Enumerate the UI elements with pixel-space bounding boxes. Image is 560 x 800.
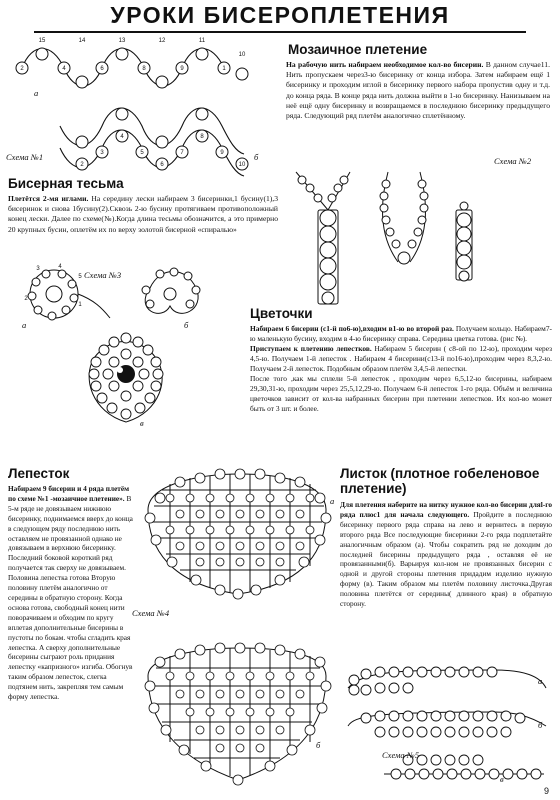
svg-text:8: 8 bbox=[200, 134, 204, 140]
svg-text:3: 3 bbox=[36, 266, 40, 272]
svg-text:13: 13 bbox=[118, 38, 126, 44]
scheme-1-label-b: б bbox=[254, 152, 259, 162]
scheme-4-diagram bbox=[140, 470, 336, 786]
scheme-1-label-a: а bbox=[34, 88, 39, 98]
svg-text:4: 4 bbox=[58, 264, 62, 270]
scheme-3-label-b: б bbox=[184, 320, 189, 330]
scheme-5-label-v: в bbox=[500, 774, 504, 784]
svg-text:8: 8 bbox=[142, 66, 146, 72]
svg-text:11: 11 bbox=[198, 38, 206, 44]
leaf-text bbox=[340, 500, 552, 609]
svg-text:4: 4 bbox=[120, 134, 124, 140]
leaf-heading: Листок (плотное гобеленовое плетение) bbox=[340, 466, 540, 496]
svg-text:5: 5 bbox=[78, 274, 82, 280]
scheme-4-label-b: б bbox=[316, 740, 321, 750]
tesma-lead: Плетётся 2-мя иглами. bbox=[8, 194, 89, 203]
svg-text:2: 2 bbox=[24, 296, 28, 302]
svg-text:10: 10 bbox=[238, 162, 246, 168]
scheme-4-label-a: а bbox=[330, 496, 335, 506]
mosaic-heading: Мозаичное плетение bbox=[288, 42, 428, 57]
petal-lead: Набираем 9 бисерин и 4 ряда плетём по схеме №1 -мозаичное плетение». bbox=[8, 484, 130, 503]
scheme-5-label-a: а bbox=[538, 676, 543, 686]
scheme-4-caption: Схема №4 bbox=[132, 608, 170, 618]
svg-text:3: 3 bbox=[100, 150, 104, 156]
petal-text bbox=[8, 484, 136, 702]
svg-text:10: 10 bbox=[238, 52, 246, 58]
svg-text:7: 7 bbox=[180, 150, 184, 156]
flowers-lead2: Приступаем к плетению лепестков. bbox=[250, 344, 372, 353]
flowers-p3: После того ,как мы сплели 5-й лепесток , проходим через 6,5,12-ю бисерины, набираем 29,30,31-ю, проходим через 25,5,12,29-ю. Получаем 6-й лепесток 1-го ряда. Объём и величина цветочков зависит от кол-ва набранных бисерин при плетении лепестков. Их кол-во может быть от 3 шт. и более. bbox=[250, 374, 552, 413]
svg-text:2: 2 bbox=[20, 66, 24, 72]
svg-text:5: 5 bbox=[140, 150, 144, 156]
petal-heading: Лепесток bbox=[8, 466, 70, 481]
scheme-1-diagram bbox=[4, 34, 254, 186]
mosaic-body: В данном случае11. Нить пропускаем через3-ю бисеринку от конца избора. Затем набираем ещё 1 бисеринку и проходим иглой в бисеринку первого набора пропустив одну и т.д. до конца ряда. В конце ряда нить должна выйти в 1-ю бисеринку. Нанизываем на неё ещё одну бисеринку и возвращаемся в последнюю бисеринку предыдущего ряда. Следующий ряд плетём аналогично сплетённому. bbox=[286, 60, 550, 121]
page-title: УРОКИ БИСЕРОПЛЕТЕНИЯ bbox=[110, 2, 450, 28]
scheme-2-diagram bbox=[292, 170, 556, 310]
scheme-3-caption: Схема №3 bbox=[84, 270, 122, 280]
scheme-5-diagram bbox=[344, 666, 556, 790]
petal-body: В 5-м ряде не довязываем нижнюю бисеринку, поднимаемся вверх до конца в следующем ряду последнюю нить оставляем не провязанной однако не довязываем в верхнюю бисеринку. Последний боковой короткий ряд получается так сверху не довязываем. Половина лепестка готова Вторую половину плетём аналогично от середины в обратную сторону. Когда основа готова, свободный конец нити поворачиваем и обходим по кругу вплетая дополнительные бисерины в пустоты по бокам. чтобы сгладить края лепестка. А сверху дополнительные бисерины сыграют роль придания лепестку «капризного» изгиба. Обогнув таким образом лепесток, слегка подтянем нить, закрепляя тем самым форму лепестка. bbox=[8, 493, 133, 702]
mosaic-lead: На рабочую нить набираем необходимое кол-во бисерин. bbox=[286, 60, 484, 69]
leaf-body: Пройдите в последнюю бисеринку первого ряда справа на лево и вернитесь в первую второго ряда Все последующие бисеринки 2-го ряда подплетайте аналогичным образом (а). Чтобы сократить ряд не доходим до последней бисерины предыдущего ряда , оставляя её не провязанными(б). Варьируя кол-ном не провязанных бисерин с одной и другой стороны плетения придадим изделию нужную форму (в). Таким образом мы плетём половину листочка.Другая половина плетётся от середины( длинного края) в обратную сторону. bbox=[340, 509, 552, 609]
svg-text:9: 9 bbox=[180, 66, 184, 72]
svg-text:1: 1 bbox=[222, 66, 226, 72]
tesma-heading: Бисерная тесьма bbox=[8, 176, 124, 191]
page-number: 9 bbox=[544, 786, 550, 796]
scheme-2-caption: Схема №2 bbox=[494, 156, 532, 166]
svg-text:2: 2 bbox=[80, 162, 84, 168]
scheme-3-label-v: в bbox=[140, 418, 144, 428]
flowers-lead: Набираем 6 бисерин (с1-й по6-ю),входим в1-ю во второй раз. bbox=[250, 324, 454, 333]
svg-text:15: 15 bbox=[38, 38, 46, 44]
svg-text:12: 12 bbox=[158, 38, 166, 44]
scheme-1-caption: Схема №1 bbox=[6, 152, 44, 162]
title-rule bbox=[34, 31, 526, 33]
flowers-heading: Цветочки bbox=[250, 306, 313, 321]
svg-text:9: 9 bbox=[220, 150, 224, 156]
svg-text:1: 1 bbox=[78, 302, 82, 308]
svg-text:4: 4 bbox=[62, 66, 66, 72]
leaf-lead: Для плетения наберите на нитку нужное кол-во бисерин дляl-го ряда плюс1 для начала следующего. bbox=[340, 500, 552, 519]
tesma-body: На середину лески набираем 3 бисеринки,1 бусину(1),3 бисеринок и снова 1бусину(2).Сквозь 2-ю бусину протягиваем противоположный конец лески. Далее по схеме(№).Когда длина тесьмы обозначится, а это примерно 20 крупных бусин, оплетём их по верху золотой бисерной «спиралью» bbox=[8, 194, 278, 234]
svg-text:14: 14 bbox=[78, 38, 86, 44]
mosaic-text bbox=[286, 60, 550, 121]
svg-text:6: 6 bbox=[160, 162, 164, 168]
tesma-text bbox=[8, 194, 278, 235]
flowers-p2: Набираем 5 бисерин ( с8-ой по 12-ю), проходим через 4,5-ю. Получаем 1-й лепесток . Набираем 4 бисерини(с13-й по16-ю),проходим через 8,3,2-ю. Получаем 2-й лепесток. Подобным образом плетём 3,4,5-й лепестки. bbox=[250, 344, 552, 373]
scheme-3-diagram bbox=[10, 266, 246, 446]
scheme-5-label-b: б bbox=[538, 720, 543, 730]
scheme-3-label-a: а bbox=[22, 320, 27, 330]
flowers-p1: Получаем кольцо. Набираем7-ю маленькую бусину, входим в 4-ю бисеринку справа. Середина цветка готова. (рис №). bbox=[250, 324, 552, 343]
scheme-5-caption: Схема №5 bbox=[382, 750, 420, 760]
flowers-text bbox=[250, 324, 552, 414]
svg-text:6: 6 bbox=[100, 66, 104, 72]
